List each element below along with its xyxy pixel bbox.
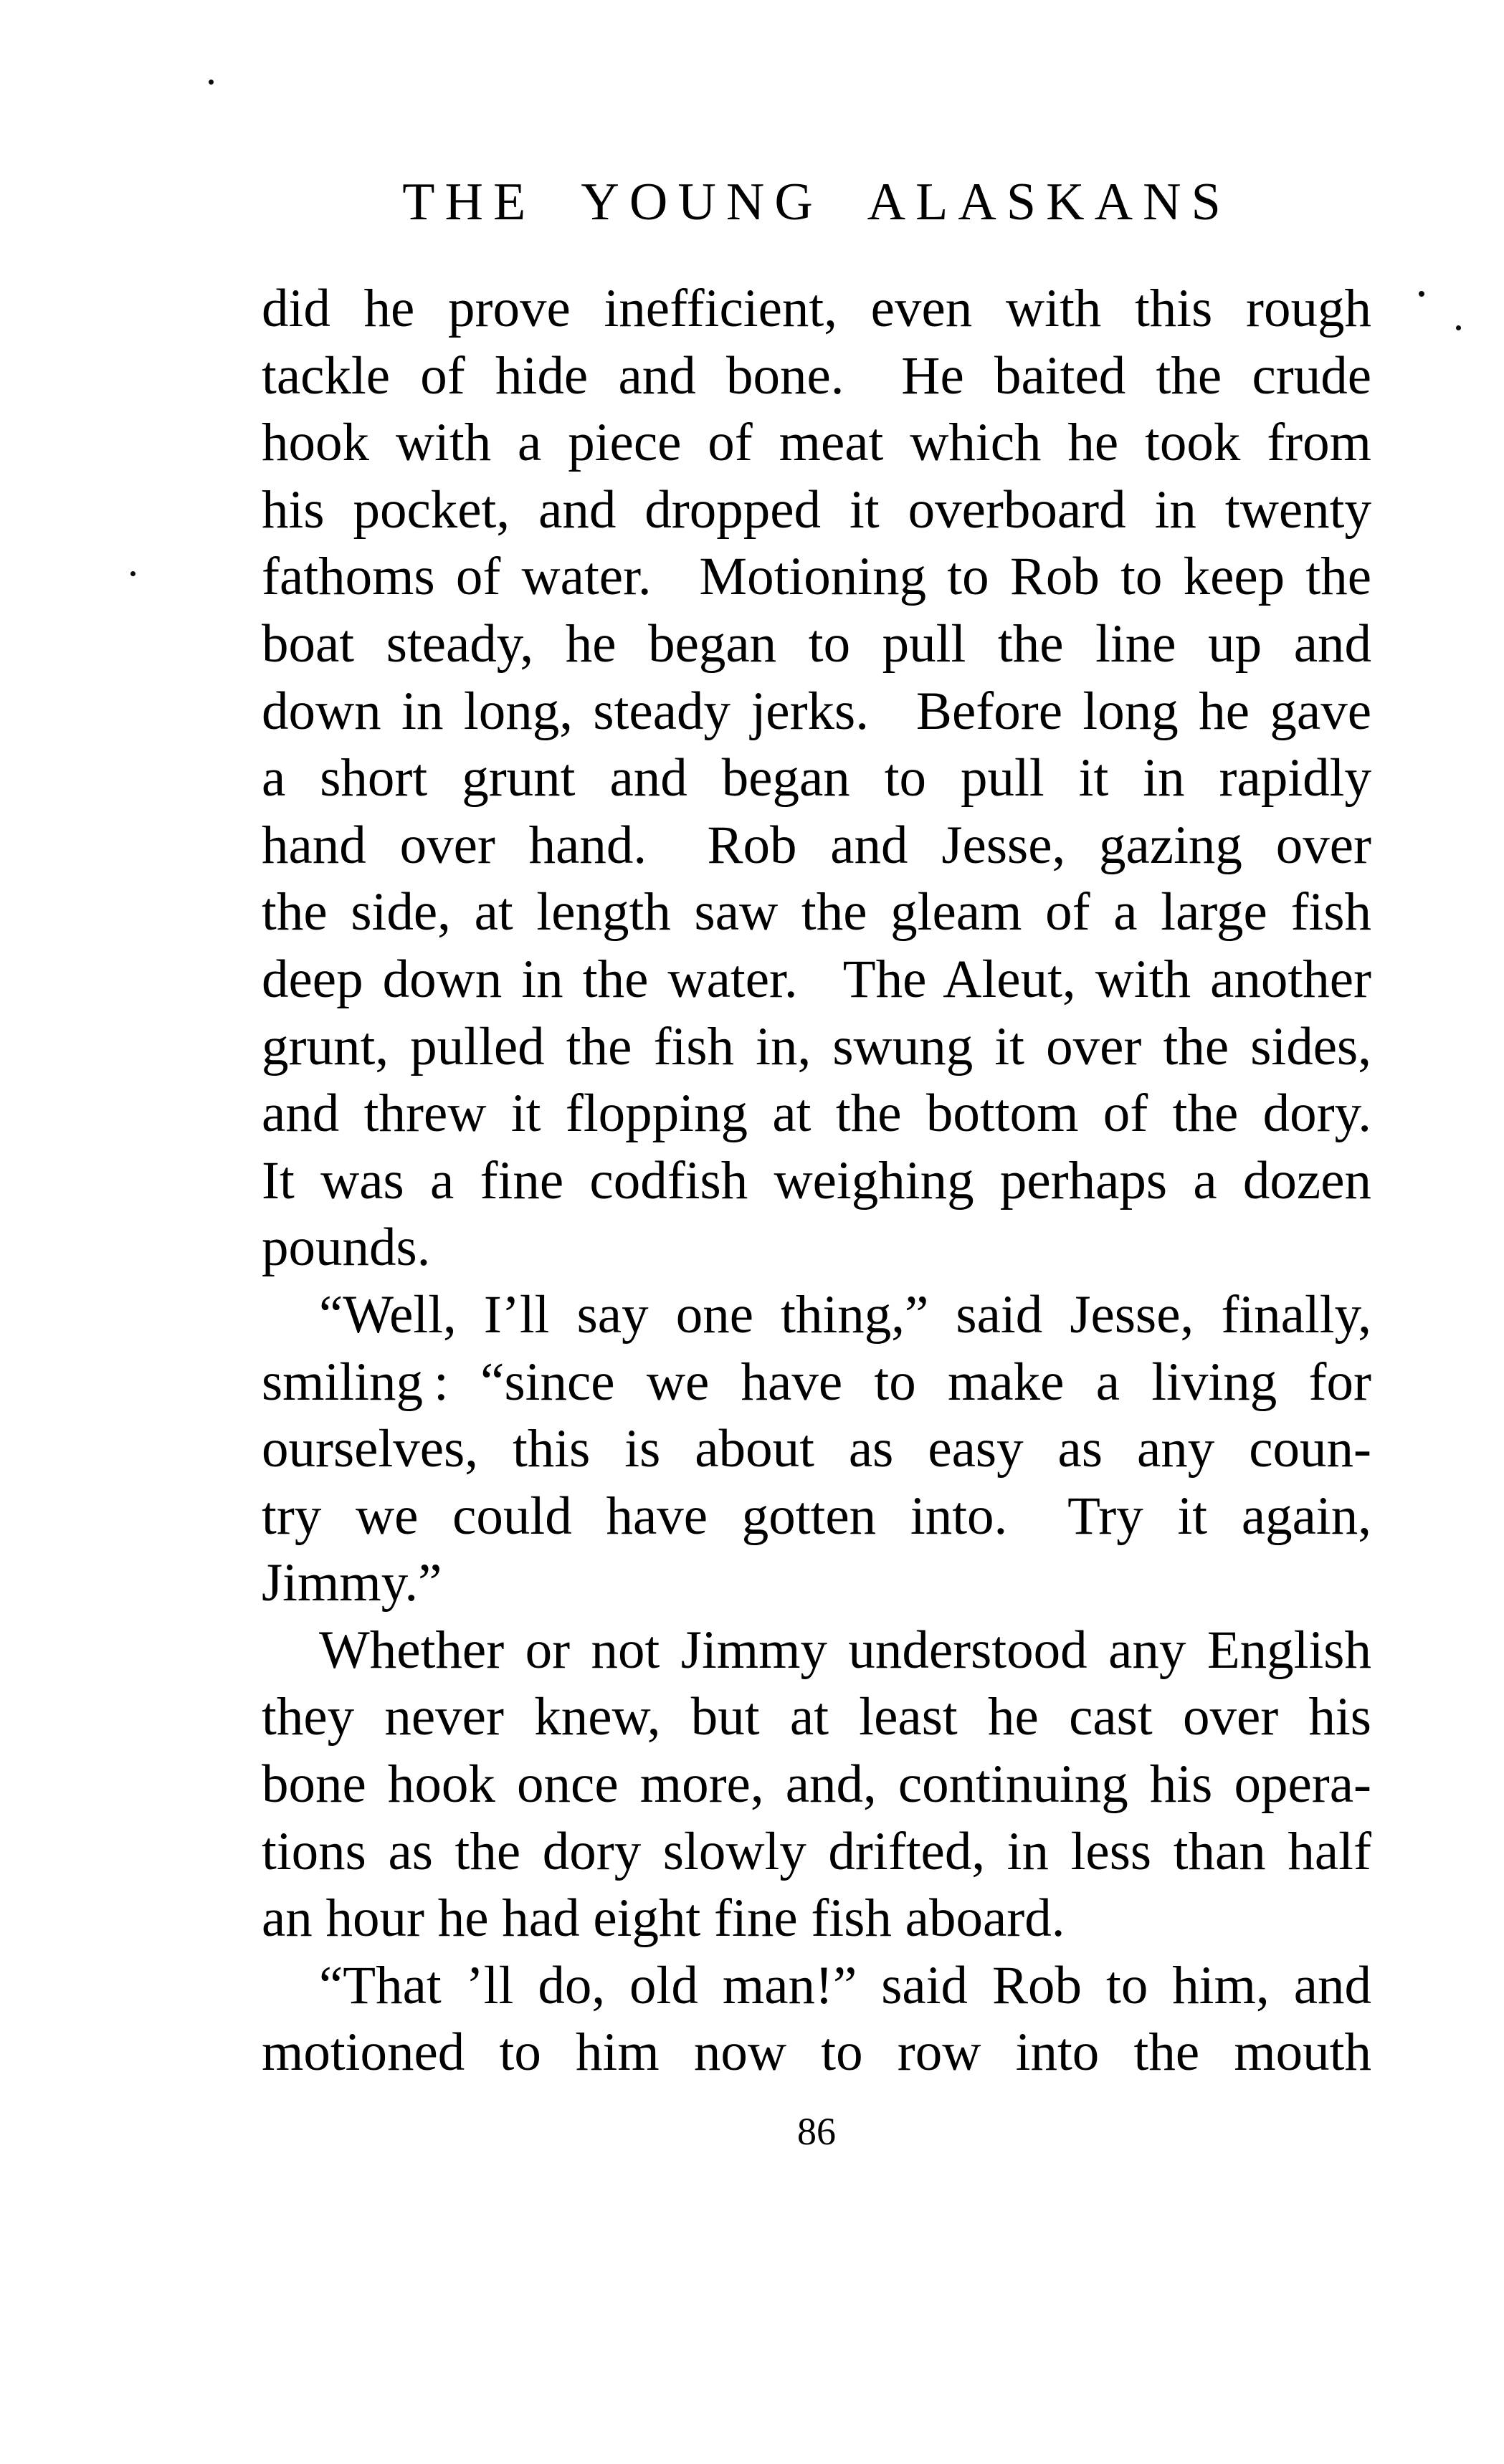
text-line: tions as the dory slowly drifted, in less than half <box>262 1821 1371 1881</box>
body-text <box>262 275 1371 2086</box>
text-line: try we could have gotten into. Try it again, <box>262 1486 1371 1546</box>
text-line: hand over hand. Rob and Jesse, gazing over <box>262 815 1371 875</box>
text-line: deep down in the water. The Aleut, with another <box>262 949 1371 1009</box>
text-line: It was a fine codfish weighing perhaps a dozen <box>262 1150 1371 1210</box>
text-line: fathoms of water. Motioning to Rob to keep the <box>262 547 1371 607</box>
text-line: an hour he had eight fine fish aboard. <box>262 1888 1065 1949</box>
text-line: did he prove inefficient, even with this rough <box>262 279 1371 338</box>
text-line: down in long, steady jerks. Before long he gave <box>262 681 1371 741</box>
text-line: ourselves, this is about as easy as any coun- <box>262 1419 1371 1479</box>
scan-speck <box>1419 291 1424 297</box>
text-line: Whether or not Jimmy understood any English <box>319 1620 1371 1680</box>
scan-speck <box>130 571 135 576</box>
text-line: boat steady, he began to pull the line up and <box>262 613 1371 674</box>
text-line: a short grunt and began to pull it in rapidly <box>262 748 1371 808</box>
scan-speck <box>1456 325 1461 330</box>
text-line: grunt, pulled the fish in, swung it over the sides, <box>262 1016 1371 1076</box>
scan-speck <box>209 80 214 85</box>
text-line: hook with a piece of meat which he took from <box>262 413 1371 473</box>
page-number: 86 <box>797 2110 836 2153</box>
text-line: motioned to him now to row into the mouth <box>262 2023 1371 2083</box>
text-line: his pocket, and dropped it overboard in twenty <box>262 479 1371 540</box>
running-head: THE YOUNG ALASKANS <box>402 173 1231 231</box>
text-line: and threw it flopping at the bottom of the dory. <box>262 1084 1371 1144</box>
text-line: pounds. <box>262 1218 431 1278</box>
text-line: smiling : “since we have to make a living for <box>262 1352 1371 1412</box>
text-line: bone hook once more, and, continuing his opera- <box>262 1754 1371 1815</box>
text-line: “That ’ll do, old man!” said Rob to him, and <box>319 1955 1371 2015</box>
text-line: the side, at length saw the gleam of a large fish <box>262 882 1371 942</box>
text-line: “Well, I’ll say one thing,” said Jesse, finally, <box>319 1284 1371 1345</box>
text-line: they never knew, but at least he cast over his <box>262 1687 1371 1747</box>
text-line: tackle of hide and bone. He baited the crude <box>262 345 1371 406</box>
text-line: Jimmy.” <box>262 1553 442 1613</box>
